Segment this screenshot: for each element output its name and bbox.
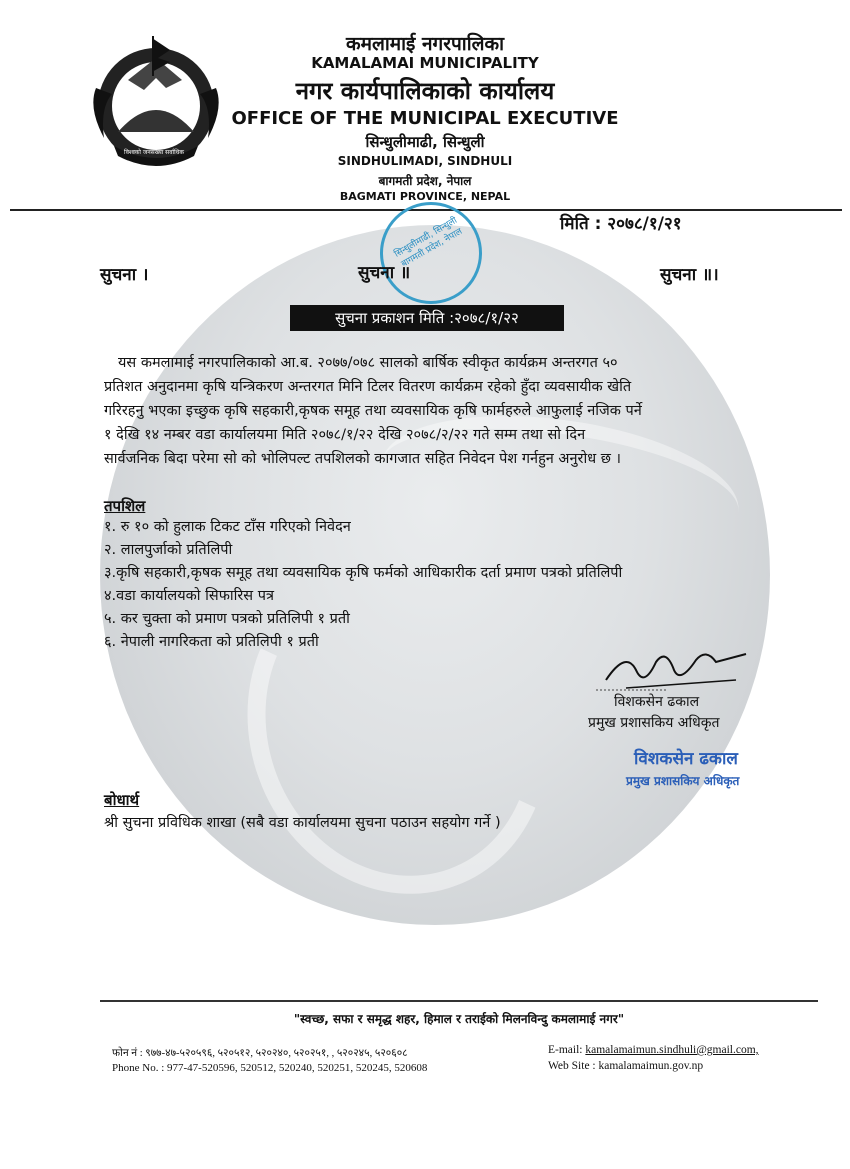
office-name-np: नगर कार्यपालिकाको कार्यालय [295, 77, 555, 105]
website-line[interactable]: Web Site : kamalamaimun.gov.np [548, 1060, 704, 1072]
notice-label-right: सुचना ॥। [660, 265, 719, 285]
seal-text: सिन्धुलीमाढी, सिन्धुली बागमती प्रदेश, नेपाल [392, 215, 465, 270]
office-name-en: OFFICE OF THE MUNICIPAL EXECUTIVE [231, 108, 619, 129]
phone-en: Phone No. : 977-47-520596, 520512, 520240, 520251, 520245, 520608 [112, 1062, 428, 1074]
email-link[interactable]: kamalamaimun.sindhuli@gmail.com, [585, 1044, 759, 1056]
municipality-name-np: कमलामाई नगरपालिका [345, 33, 505, 55]
body-line: सार्वजनिक बिदा परेमा सो को भोलिपल्ट तपशिलको कागजात सहित निवेदन पेश गर्नहुन अनुरोध छ । [104, 451, 622, 467]
body-line: १ देखि १४ नम्बर वडा कार्यालयमा मिति २०७८/१/२२ देखि २०७८/२/२२ गते सम्म तथा सो दिन [104, 427, 586, 443]
footer-divider [100, 1000, 818, 1002]
body-line: यस कमलामाई नगरपालिकाको आ.ब. २०७७/०७८ सालको बार्षिक स्वीकृत कार्यक्रम अन्तरगत ५० [118, 355, 618, 371]
municipality-name-en: KAMALAMAI MUNICIPALITY [311, 54, 539, 72]
date-line: मिति : २०७८/१/२१ [560, 214, 682, 234]
list-item: ५. कर चुक्ता को प्रमाण पत्रको प्रतिलिपी १ प्रती [104, 611, 350, 627]
footer-motto: "स्वच्छ, सफा र समृद्ध शहर, हिमाल र तराईको मिलनविन्दु कमलामाई नगर" [293, 1012, 625, 1026]
list-item: १. रु १० को हुलाक टिकट टाँस गरिएको निवेदन [104, 519, 351, 535]
place-np: सिन्धुलीमाढी, सिन्धुली [365, 133, 485, 151]
body-line: प्रतिशत अनुदानमा कृषि यन्त्रिकरण अन्तरगत मिनि टिलर वितरण कार्यक्रम रहेको हुँदा व्यवसायीक खेति [104, 379, 632, 395]
handwritten-signature [596, 640, 756, 696]
notice-label-center: सुचना ॥ [358, 263, 411, 283]
place-en: SINDHULIMADI, SINDHULI [337, 154, 513, 168]
signatory-stamp-name: विशकसेन ढकाल [634, 749, 738, 769]
body-line: गरिरहनु भएका इच्छुक कृषि सहकारी,कृषक समूह तथा व्यवसायिक कृषि फार्महरुले आफुलाई नजिक पर्ने [104, 403, 642, 419]
cc-line: श्री सुचना प्रविधिक शाखा (सबै वडा कार्यालयमा सुचना पठाउन सहयोग गर्ने ) [104, 815, 501, 831]
phone-np: फोन नं : ९७७-४७-५२०५९६, ५२०५१२, ५२०२४०, ५२०२५१, , ५२०२४५, ५२०६०८ [112, 1048, 408, 1059]
list-item: ६. नेपाली नागरिकता को प्रतिलिपी १ प्रती [104, 634, 319, 650]
publish-date-banner: सुचना प्रकाशन मिति :२०७८/१/२२ [290, 305, 564, 331]
province-en: BAGMATI PROVINCE, NEPAL [339, 190, 511, 203]
list-item: ३.कृषि सहकारी,कृषक समूह तथा व्यवसायिक कृषि फर्मको आधिकारीक दर्ता प्रमाण पत्रको प्रतिलिपी [104, 565, 623, 581]
tapashil-heading: तपशिल [104, 497, 146, 515]
notice-label-left: सुचना । [100, 265, 149, 285]
province-np: बागमती प्रदेश, नेपाल [378, 174, 472, 188]
notice-body [104, 351, 764, 471]
cc-heading: बोधार्थ [104, 791, 140, 809]
office-seal-stamp [380, 202, 482, 304]
email-line [548, 1044, 759, 1056]
signatory-stamp-title: प्रमुख प्रशासकिय अधिकृत [626, 774, 740, 788]
email-label: E-mail: [548, 1044, 583, 1056]
emblem-caption: विश्वको जनसंख्या सर्वाधिक [124, 149, 184, 156]
signatory-title: प्रमुख प्रशासकिय अधिकृत [588, 715, 720, 731]
list-item: २. लालपुर्जाको प्रतिलिपी [104, 542, 233, 558]
signatory-name: विशकसेन ढकाल [614, 694, 700, 710]
list-item: ४.वडा कार्यालयको सिफारिस पत्र [104, 588, 274, 604]
